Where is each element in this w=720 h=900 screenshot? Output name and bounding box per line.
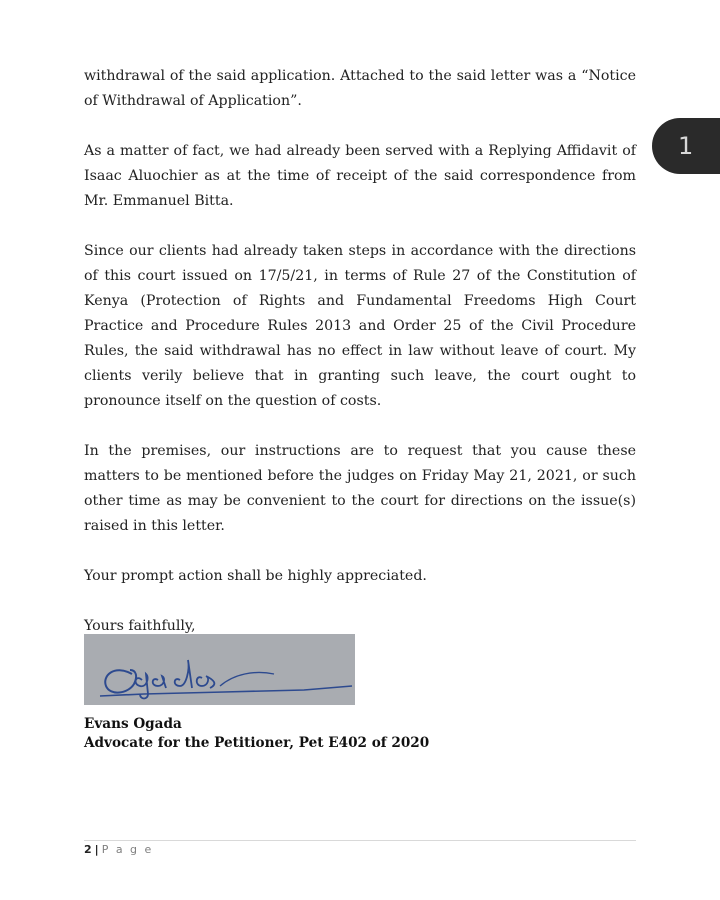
page-number: 2 <box>84 843 92 856</box>
page-footer <box>84 843 153 856</box>
signer-title: Advocate for the Petitioner, Pet E402 of 2020 <box>84 735 430 751</box>
paragraph-appreciation: Your prompt action shall be highly appreciated. <box>84 568 427 584</box>
page-word: P a g e <box>101 843 154 856</box>
paragraph-request: In the premises, our instructions are to request that you cause these matters to be mentioned before the judges on Friday May 21, 2021, or such other time as may be convenient to the court for directions on the issue(s) raised in this letter. <box>84 443 636 534</box>
signer-name: Evans Ogada <box>84 716 182 732</box>
footer-separator: | <box>94 843 99 856</box>
signature-image <box>84 634 355 705</box>
closing-salutation: Yours faithfully, <box>84 618 196 634</box>
letter-body <box>84 64 636 664</box>
footer-divider <box>84 840 636 841</box>
signature-block <box>84 715 429 753</box>
page-indicator-badge[interactable]: 1 <box>652 118 720 174</box>
paragraph-affidavit: As a matter of fact, we had already been served with a Replying Affidavit of Isaac Aluochier as at the time of receipt of the said correspondence from Mr. Emmanuel Bitta. <box>84 143 636 209</box>
paragraph-withdrawal: withdrawal of the said application. Attached to the said letter was a “Notice of Withdrawal of Application”. <box>84 68 636 109</box>
handwritten-signature <box>84 634 355 705</box>
paragraph-directions: Since our clients had already taken steps in accordance with the directions of this court issued on 17/5/21, in terms of Rule 27 of the Constitution of Kenya (Protection of Rights and Fundamental Freedoms High Court Practice and Procedure Rules 2013 and Order 25 of the Civil Procedure Rules, the said withdrawal has no effect in law without leave of court. My clients verily believe that in granting such leave, the court ought to pronounce itself on the question of costs. <box>84 243 636 409</box>
